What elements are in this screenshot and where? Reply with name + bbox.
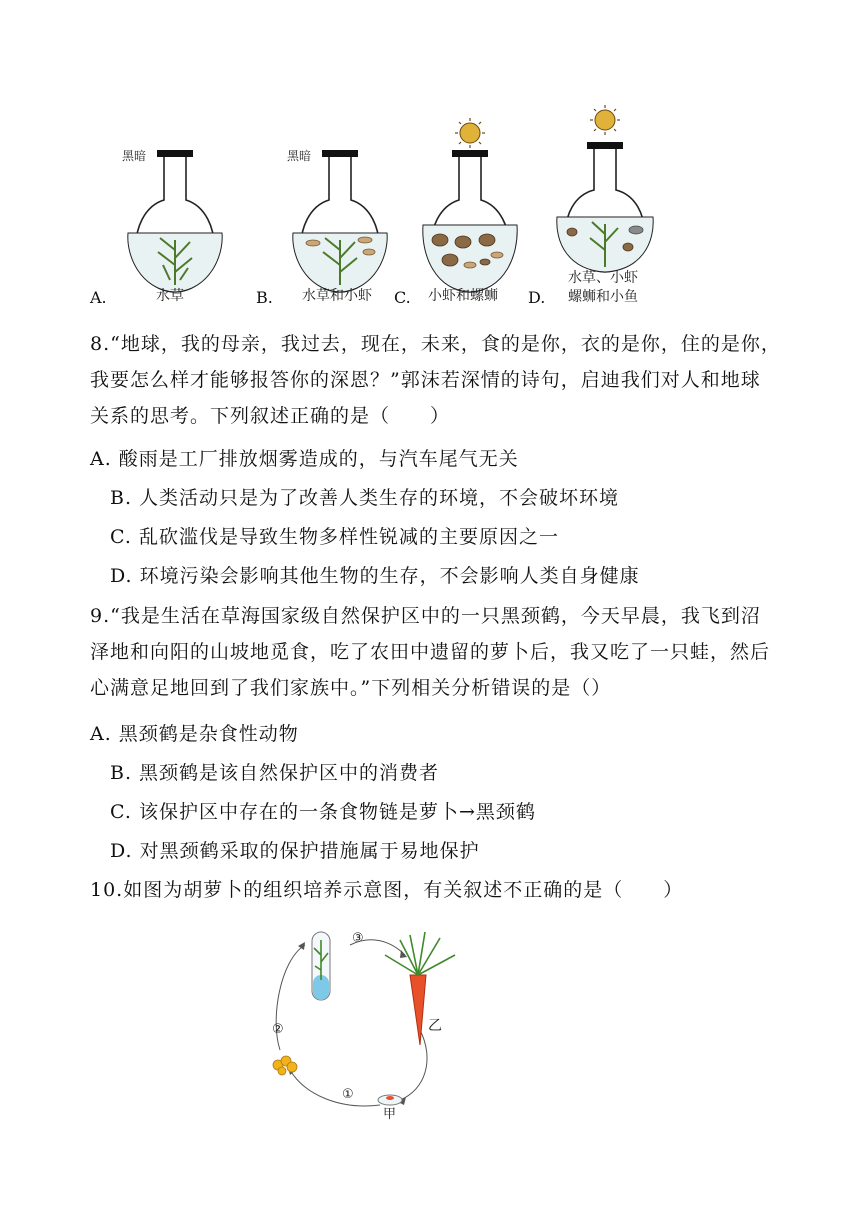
flask-options-figure xyxy=(80,100,800,315)
label-jia: 甲 xyxy=(383,1107,397,1122)
callus-icon xyxy=(273,1056,297,1075)
q8-option-a: A. 酸雨是工厂排放烟雾造成的，与汽车尾气无关 xyxy=(90,448,519,470)
q8-line3: 关系的思考。下列叙述正确的是（ ） xyxy=(90,405,451,427)
flask-c xyxy=(423,118,517,292)
q8-option-b: B. 人类活动只是为了改善人类生存的环境，不会破坏环境 xyxy=(110,487,620,509)
flask-diagram xyxy=(80,100,800,315)
flask-b-letter: B. xyxy=(256,288,273,307)
tissue-culture-diagram xyxy=(260,920,490,1125)
q8-option-d: D. 环境污染会影响其他生物的生存，不会影响人类自身健康 xyxy=(110,565,640,587)
flask-b-top-label: 黑暗 xyxy=(287,149,312,163)
q8-line2: 我要怎么样才能够报答你的深恩？”郭沫若深情的诗句，启迪我们对人和地球 xyxy=(90,369,761,391)
q9-line2: 泽地和向阳的山坡地觅食，吃了农田中遗留的萝卜后，我又吃了一只蛙，然后 xyxy=(90,641,771,663)
q9-option-a: A. 黑颈鹤是杂食性动物 xyxy=(90,723,299,745)
flask-d-label-line2: 螺蛳和小鱼 xyxy=(568,289,638,305)
q9-line1: 9.“我是生活在草海国家级自然保护区中的一只黑颈鹤，今天早晨，我飞到沼 xyxy=(90,605,761,627)
q9-option-b: B. 黑颈鹤是该自然保护区中的消费者 xyxy=(110,762,440,784)
q10-line1: 10.如图为胡萝卜的组织培养示意图，有关叙述不正确的是（ ） xyxy=(90,879,684,901)
flask-a xyxy=(122,148,222,292)
flask-b-label: 水草和小虾 xyxy=(302,288,372,304)
carrot-icon xyxy=(385,932,455,1045)
label-yi: 乙 xyxy=(428,1018,442,1034)
flask-c-letter: C. xyxy=(394,288,411,307)
flask-a-label: 水草 xyxy=(156,288,184,304)
flask-d xyxy=(557,105,653,272)
fish-icon xyxy=(629,226,643,234)
q8-line1: 8.“地球，我的母亲，我过去，现在，未来，食的是你，衣的是你，住的是你， xyxy=(90,333,781,355)
q8-option-c: C. 乱砍滥伐是导致生物多样性锐减的主要原因之一 xyxy=(110,526,559,548)
step-2-label: ② xyxy=(272,1022,284,1037)
tissue-culture-figure xyxy=(260,920,490,1125)
flask-a-letter: A. xyxy=(90,288,107,307)
q9-line3: 心满意足地回到了我们家族中。”下列相关分析错误的是（） xyxy=(90,677,612,699)
flask-a-top-label: 黑暗 xyxy=(122,149,147,163)
step-1-label: ① xyxy=(342,1087,354,1102)
q9-option-d: D. 对黑颈鹤采取的保护措施属于易地保护 xyxy=(110,840,480,862)
test-tube-icon xyxy=(312,932,330,1000)
q9-option-c: C. 该保护区中存在的一条食物链是萝卜→黑颈鹤 xyxy=(110,801,536,823)
step-3-label: ③ xyxy=(352,931,364,946)
flask-c-label: 小虾和螺蛳 xyxy=(428,288,498,304)
cycle-arrows xyxy=(276,940,427,1106)
petri-dish-icon xyxy=(378,1095,402,1105)
flask-b xyxy=(287,148,387,292)
flask-d-label-line1: 水草、小虾 xyxy=(568,270,638,286)
flask-d-letter: D. xyxy=(528,288,546,307)
sun-icon xyxy=(455,118,485,148)
arrow-heads xyxy=(288,942,407,1105)
sun-icon xyxy=(590,105,620,135)
